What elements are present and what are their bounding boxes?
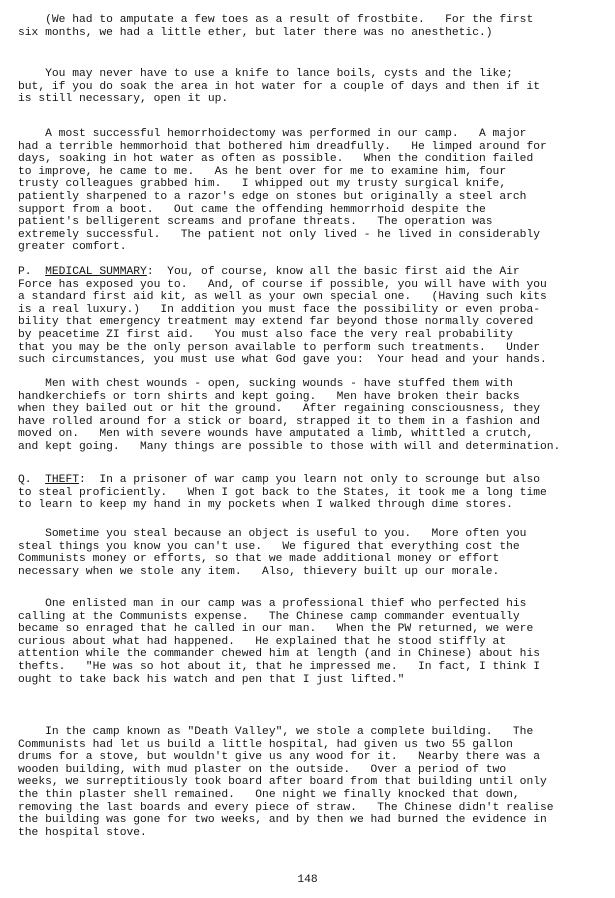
text-line: patiently sharpened to a razor's edge on stones but originally a steel arch — [18, 190, 527, 203]
text-line: A most successful hemorrhoidectomy was performed in our camp. A major — [18, 128, 527, 140]
text-line: steal things you know you can't use. We figured that everything cost the — [18, 540, 520, 553]
text-line: is still necessary, open it up. — [18, 93, 229, 106]
text-line: have rolled around for a stick or board, strapped it to them in a fashion and — [18, 415, 541, 428]
paragraph-hemorrhoidectomy — [18, 128, 600, 254]
section-medical-summary — [18, 266, 600, 367]
text-line: handkerchiefs or torn shirts and kept going. Men have broken their backs — [18, 390, 520, 403]
section-first-line — [18, 474, 600, 487]
text-line: the thin plaster shell remained. One night we finally knocked that down, — [18, 788, 520, 801]
text-line: attention while the commander chewed him at length (and in Chinese) about his — [18, 648, 541, 661]
text-line: that you may be the only person available to perform such treatments. Under — [18, 341, 541, 354]
text-line: is a real luxury.) In addition you must face the possibility or even proba- — [18, 303, 541, 316]
paragraph-chest-wounds — [18, 378, 600, 454]
paragraph-lancing-boils — [18, 68, 600, 106]
section-label: Q. — [18, 474, 32, 486]
text-line: thefts. "He was so hot about it, that he impressed me. In fact, I think I — [18, 660, 541, 673]
text-line: Communists had let us build a little hospital, had given us two 55 gallon — [18, 738, 513, 751]
text-line: trusty colleagues grabbed him. I whipped out my trusty surgical knife, — [18, 178, 507, 191]
text-line: support from a boot. Out came the offending hemmorrhoid despite the — [18, 203, 486, 216]
text-line: had a terrible hemmorhoid that bothered him dreadfully. He limped around for — [18, 140, 547, 153]
text-line: bility that emergency treatment may extend far beyond those normally covered — [18, 316, 534, 329]
section-heading: MEDICAL SUMMARY — [45, 266, 147, 278]
text-line: by peacetime ZI first aid. You must also face the very real probability — [18, 328, 513, 341]
section-theft — [18, 474, 600, 512]
text-line: to improve, he came to me. As he bent over for me to examine him, four — [18, 165, 507, 178]
text-line: You may never have to use a knife to lance boils, cysts and the like; — [18, 68, 513, 80]
text-line: the hospital stove. — [18, 826, 147, 839]
section-first-line — [18, 266, 600, 279]
text-line: to steal proficiently. When I got back to the States, it took me a long time — [18, 486, 547, 499]
text-line: became so enraged that he called in our man. When the PW returned, we were — [18, 623, 534, 636]
text-line: necessary when we stole any item. Also, thievery built up our morale. — [18, 565, 500, 578]
text-line: Men with chest wounds - open, sucking wounds - have stuffed them with — [18, 378, 513, 390]
section-label: P. — [18, 266, 32, 278]
text-line: ought to take back his watch and pen that I just lifted." — [18, 673, 405, 686]
page-number: 148 — [297, 874, 318, 886]
section-heading: THEFT — [45, 474, 80, 486]
text-line: moved on. Men with severe wounds have amputated a limb, whittled a crutch, — [18, 428, 534, 441]
text-line: but, if you do soak the area in hot water for a couple of days and then if it — [18, 80, 541, 93]
text-line: curious about what had happened. He explained that he stood stiffly at — [18, 635, 507, 648]
text-line: the building was gone for two weeks, and by then we had burned the evidence in — [18, 814, 547, 827]
text-line: days, soaking in hot water as often as possible. When the condition failed — [18, 153, 534, 166]
text-line: (We had to amputate a few toes as a result of frostbite. For the first — [18, 14, 534, 26]
paragraph-death-valley — [18, 726, 600, 839]
text-line: to learn to keep my hand in my pockets when I walked through dime stores. — [18, 499, 513, 512]
text-line: drums for a stove, but wouldn't give us any wood for it. Nearby there was a — [18, 751, 541, 764]
paragraph-stealing-reasons — [18, 528, 600, 578]
text-line: removing the last boards and every piece of straw. The Chinese didn't realise — [18, 801, 554, 814]
text-line: calling at the Communists expense. The Chinese camp commander eventually — [18, 610, 520, 623]
section-first-line-text: : You, of course, know all the basic first aid the Air — [146, 266, 520, 278]
text-line: when they bailed out or hit the ground. After regaining consciousness, they — [18, 403, 541, 416]
paragraph-amputation-note — [18, 14, 600, 39]
text-line: Communists money or efforts, so that we made additional money or effort — [18, 553, 500, 566]
text-line: In the camp known as "Death Valley", we stole a complete building. The — [18, 726, 534, 738]
text-line: patient's belligerent screams and profane threats. The operation was — [18, 216, 493, 229]
text-line: wooden building, with mud plaster on the outside. Over a period of two — [18, 763, 507, 776]
text-line: six months, we had a little ether, but later there was no anesthetic.) — [18, 26, 493, 39]
paragraph-professional-thief — [18, 598, 600, 686]
text-line: greater comfort. — [18, 241, 127, 254]
section-first-line-text: : In a prisoner of war camp you learn not only to scrounge but also — [79, 474, 541, 486]
text-line: such circumstances, you must use what God gave you: Your head and your hands. — [18, 354, 547, 367]
text-line: Force has exposed you to. And, of course if possible, you will have with you — [18, 278, 547, 291]
text-line: and kept going. Many things are possible to those with will and determination. — [18, 440, 561, 453]
text-line: One enlisted man in our camp was a professional thief who perfected his — [18, 598, 527, 610]
text-line: extremely successful. The patient not only lived - he lived in considerably — [18, 228, 541, 241]
text-line: Sometime you steal because an object is useful to you. More often you — [18, 528, 527, 540]
text-line: weeks, we surreptitiously took board after board from that building until only — [18, 776, 547, 789]
text-line: a standard first aid kit, as well as your own special one. (Having such kits — [18, 291, 547, 304]
